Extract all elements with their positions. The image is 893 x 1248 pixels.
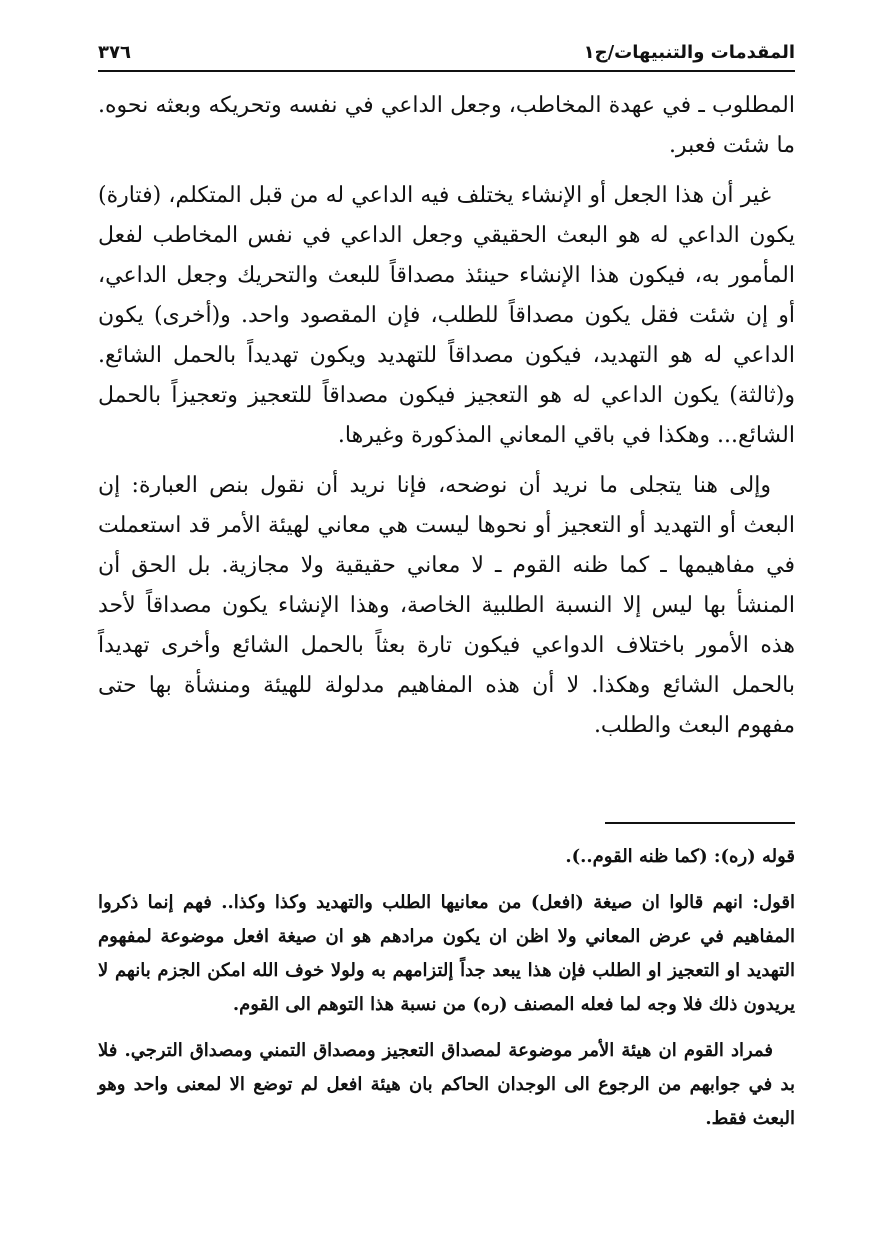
commentary-paragraph-2: فمراد القوم ان هيئة الأمر موضوعة لمصداق التعجيز ومصداق التمني ومصداق الترجي. فلا بد في جوابهم من الرجوع الى الوجدان الحاكم بان هيئة افعل لم توضع الا لمعنى واحد وهو البعث فقط. bbox=[98, 1040, 795, 1129]
page-number: ٣٧٦ bbox=[98, 41, 131, 63]
main-text bbox=[98, 86, 795, 756]
main-paragraph-1: المطلوب ـ في عهدة المخاطب، وجعل الداعي في نفسه وتحريكه وبعثه نحوه. ما شئت فعبر. bbox=[98, 93, 795, 158]
commentary-paragraph-1 bbox=[98, 886, 795, 1022]
footnote-divider bbox=[605, 822, 795, 824]
running-title: المقدمات والتنبيهات/ج١ bbox=[583, 41, 795, 63]
main-paragraph-3: وإلى هنا يتجلى ما نريد أن نوضحه، فإنا نريد أن نقول بنص العبارة: إن البعث أو التهديد أو التعجيز أو نحوها ليست هي معاني لهيئة الأمر قد استعملت في مفاهيمها ـ كما ظنه القوم ـ لا معاني حقيقية ولا مجازية. بل الحق أن المنشأ بها ليس إلا النسبة الطلبية الخاصة، وهذا الإنشاء يكون مصداقاً لأحد هذه الأمور باختلاف الدواعي فيكون تارة بعثاً بالحمل الشائع وأخرى تهديداً بالحمل الشائع وهكذا. لا أن هذه المفاهيم مدلولة للهيئة ومنشأة بها حتى مفهوم البعث والطلب. bbox=[98, 473, 795, 738]
commentary-lead-word: اقول: bbox=[752, 892, 795, 913]
page-header bbox=[98, 38, 795, 66]
commentary-heading bbox=[98, 840, 795, 874]
header-divider bbox=[98, 70, 795, 72]
commentary-heading-quote: (كما ظنه القوم..). bbox=[565, 846, 708, 867]
main-paragraph-2: غير أن هذا الجعل أو الإنشاء يختلف فيه الداعي له من قبل المتكلم، (فتارة) يكون الداعي له هو البعث الحقيقي وجعل الداعي في نفس المخاطب لفعل المأمور به، فيكون هذا الإنشاء حينئذ مصداقاً للبعث والتحريك وجعل الداعي، أو إن شئت فقل يكون مصداقاً للطلب، فإن المقصود واحد. و(أخرى) يكون الداعي له هو التهديد، فيكون مصداقاً للتهديد ويكون تهديداً بالحمل الشائع. و(ثالثة) يكون الداعي له هو التعجيز فيكون مصداقاً للتعجيز وتعجيزاً بالحمل الشائع... وهكذا في باقي المعاني المذكورة وغيرها. bbox=[98, 183, 795, 448]
commentary-section bbox=[98, 840, 795, 1148]
commentary-text-1: انهم قالوا ان صيغة (افعل) من معانيها الطلب والتهديد وكذا وكذا.. فهم إنما ذكروا المفاهيم في عرض المعاني ولا اظن ان يكون مرادهم هو ان صيغة افعل موضوعة لمفهوم التهديد او التعجيز او الطلب فإن هذا يبعد جداً إلتزامهم به ولولا خوف الله امكن الجزم بانهم لا يريدون ذلك فلا وجه لما فعله المصنف (ره) من نسبة هذا التوهم الى القوم. bbox=[98, 892, 795, 1015]
commentary-heading-lead: قوله (ره): bbox=[713, 846, 795, 867]
